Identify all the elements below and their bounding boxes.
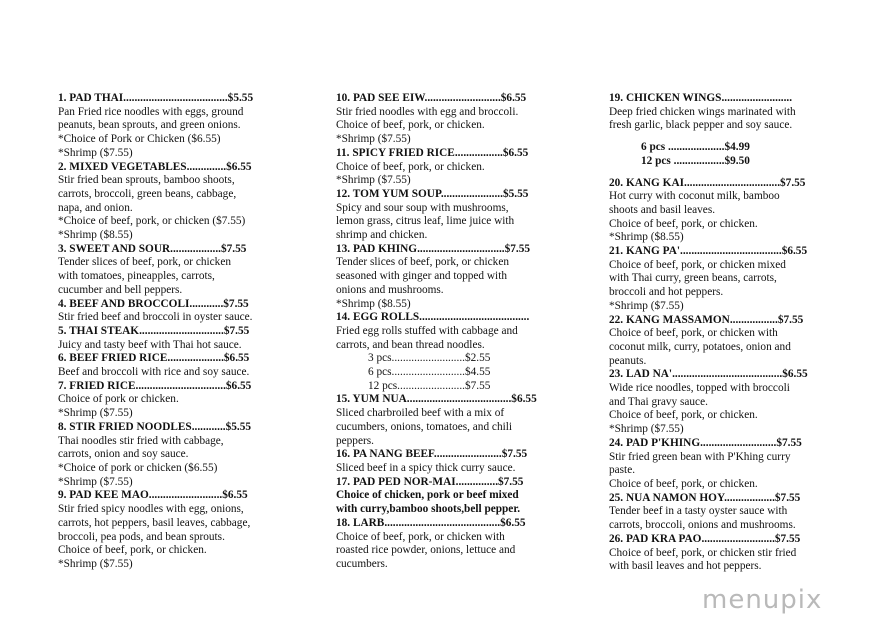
menu-item-description: 6 pcs..........................$4.55 [368, 366, 491, 379]
menu-item-title: 6. BEEF FRIED RICE....................$6.55 [58, 352, 250, 365]
menu-item-description: Fried egg rolls stuffed with cabbage and [336, 324, 518, 337]
menu-item-description: Juicy and tasty beef with Thai hot sauce. [58, 338, 242, 351]
menu-item-description: Choice of beef, pork, or chicken. [609, 409, 758, 422]
menu-item-description: Deep fried chicken wings marinated with [609, 105, 796, 118]
menu-item-description: carrots, broccoli, green beans, cabbage, [58, 187, 237, 200]
menu-item-description: broccoli, pea pods, and bean sprouts. [58, 530, 225, 543]
menu-item-description: shrimp and chicken. [336, 229, 428, 242]
menu-item-title: 9. PAD KEE MAO..........................$6.55 [58, 489, 248, 502]
menu-item-description: peanuts, bean sprouts, and green onions. [58, 119, 241, 132]
menu-column-3 [609, 92, 819, 574]
menu-column-1 [58, 92, 283, 572]
menu-item-description: 12 pcs........................$7.55 [368, 379, 491, 392]
menu-item-title: 23. LAD NA'.......................................$6.55 [609, 368, 808, 381]
menu-item-description: coconut milk, curry, potatoes, onion and [609, 340, 791, 353]
menu-item-description: *Shrimp ($7.55) [58, 407, 133, 420]
menu-item-description: Hot curry with coconut milk, bamboo [609, 190, 780, 203]
menu-item-description: carrots, hot peppers, basil leaves, cabbage, [58, 516, 251, 529]
menu-item-title: 12. TOM YUM SOUP......................$5.55 [336, 187, 529, 200]
menu-item-title: 21. KANG PA'....................................$6.55 [609, 245, 808, 258]
menu-item-description: Choice of beef, pork, or chicken stir fried [609, 546, 797, 559]
menu-item-description: *Choice of pork or chicken ($6.55) [58, 461, 218, 474]
menu-item-description: Stir fried green bean with P'Khing curry [609, 450, 791, 463]
menu-item-title: 11. SPICY FRIED RICE.................$6.55 [336, 146, 529, 159]
menu-item-description: Sliced beef in a spicy thick curry sauce. [336, 461, 516, 474]
menu-item-description: Wide rice noodles, topped with broccoli [609, 382, 790, 395]
menu-item-title: 18. LARB.........................................$6.55 [336, 516, 526, 529]
menu-item-description: Spicy and sour soup with mushrooms, [336, 201, 509, 214]
menu-item-description: cucumbers. [336, 557, 388, 570]
menu-item-description: *Shrimp ($8.55) [609, 231, 684, 244]
menu-item-description: Choice of pork or chicken. [58, 393, 179, 406]
menu-item-description: napa, and onion. [58, 201, 133, 214]
menu-item-description: *Choice of Pork or Chicken ($6.55) [58, 133, 221, 146]
menu-item-description: *Shrimp ($7.55) [336, 133, 411, 146]
menu-item-description: carrots, onion and soy sauce. [58, 448, 189, 461]
menu-item-description: 3 pcs..........................$2.55 [368, 352, 491, 365]
menu-column-2 [336, 92, 556, 572]
menu-item-description: shoots and basil leaves. [609, 203, 716, 216]
menu-item-description: seasoned with ginger and topped with [336, 270, 507, 283]
menu-item-title: 17. PAD PED NOR-MAI...............$7.55 [336, 475, 524, 488]
menu-item-description: Choice of beef, pork, or chicken. [336, 119, 485, 132]
menu-item-description: Stir fried spicy noodles with egg, onions, [58, 503, 244, 516]
menu-item-description: with tomatoes, pineapples, carrots, [58, 270, 215, 283]
menu-item-title: 19. CHICKEN WINGS......................... [609, 92, 793, 104]
menu-item-title: 4. BEEF AND BROCCOLI............$7.55 [58, 297, 249, 310]
menu-item-description: and Thai gravy sauce. [609, 395, 708, 408]
menu-item-title: 14. EGG ROLLS....................................... [336, 311, 530, 324]
spacer [609, 169, 819, 177]
menu-item-description: peanuts. [609, 354, 647, 367]
menu-item-description: *Shrimp ($7.55) [609, 299, 684, 312]
menu-item-title: 24. PAD P'KHING...........................$7.55 [609, 436, 802, 449]
menu-item-description: Pan Fried rice noodles with eggs, ground [58, 105, 244, 118]
menu-item-description: Thai noodles stir fried with cabbage, [58, 434, 224, 447]
menu-item-title: 12 pcs ..................$9.50 [641, 154, 750, 167]
menu-item-description: Choice of beef, pork, or chicken with [609, 327, 778, 340]
menu-item-description: Choice of beef, pork, or chicken. [609, 217, 758, 230]
menu-item-description: *Shrimp ($7.55) [609, 423, 684, 436]
menu-item-description: *Shrimp ($7.55) [58, 475, 133, 488]
menu-item-description: fresh garlic, black pepper and soy sauce. [609, 119, 793, 132]
menu-item-title: 16. PA NANG BEEF........................$7.55 [336, 448, 528, 461]
menu-item-description: broccoli and hot peppers. [609, 286, 724, 299]
menu-item-description: *Shrimp ($7.55) [336, 174, 411, 187]
menu-item-description: *Choice of beef, pork, or chicken ($7.55) [58, 215, 246, 228]
menu-item-title: 20. KANG KAI..................................$7.55 [609, 176, 806, 189]
menu-item-description: with basil leaves and hot peppers. [609, 560, 762, 573]
menu-item-description: Choice of chicken, pork or beef mixed [336, 489, 519, 502]
menu-item-title: 8. STIR FRIED NOODLES............$5.55 [58, 420, 252, 433]
menu-item-description: roasted rice powder, onions, lettuce and [336, 544, 516, 557]
menu-item-description: lemon grass, citrus leaf, lime juice with [336, 215, 515, 228]
menu-item-description: Choice of beef, pork, or chicken. [58, 544, 207, 557]
menu-item-title: 13. PAD KHING...............................$7.55 [336, 242, 531, 255]
menu-item-description: Stir fried bean sprouts, bamboo shoots, [58, 174, 235, 187]
menu-item-description: Tender beef in a tasty oyster sauce with [609, 505, 788, 518]
menu-item-description: Tender slices of beef, pork, or chicken [58, 256, 231, 269]
menu-item-description: paste. [609, 464, 636, 477]
menu-item-description: carrots, and bean thread noodles. [336, 338, 485, 351]
menu-item-description: Choice of beef, pork, or chicken. [336, 160, 485, 173]
spacer [609, 133, 819, 141]
menu-item-title: 25. NUA NAMON HOY..................$7.55 [609, 491, 801, 504]
menu-item-title: 10. PAD SEE EIW...........................$6.55 [336, 92, 527, 104]
menu-item-description: peppers. [336, 434, 374, 447]
menu-item-description: cucumbers, onions, tomatoes, and chili [336, 420, 513, 433]
menu-item-description: carrots, broccoli, onions and mushrooms. [609, 519, 796, 532]
menu-item-title: 22. KANG MASSAMON.................$7.55 [609, 313, 804, 326]
menu-item-description: Stir fried noodles with egg and broccoli. [336, 105, 519, 118]
menu-item-title: 1. PAD THAI.....................................$5.55 [58, 92, 254, 104]
menu-item-title: 15. YUM NUA.....................................$6.55 [336, 393, 537, 406]
menu-item-description: Sliced charbroiled beef with a mix of [336, 407, 505, 420]
menu-item-title: 5. THAI STEAK..............................$7.55 [58, 324, 250, 337]
menu-item-description: *Shrimp ($7.55) [58, 146, 133, 159]
menu-item-description: Tender slices of beef, pork, or chicken [336, 256, 509, 269]
menu-item-description: onions and mushrooms. [336, 283, 444, 296]
menu-item-title: 7. FRIED RICE................................$6.55 [58, 379, 252, 392]
menu-item-title: 6 pcs ....................$4.99 [641, 141, 750, 154]
menu-item-description: Stir fried beef and broccoli in oyster sauce. [58, 311, 253, 324]
menu-item-title: 26. PAD KRA PAO..........................$7.55 [609, 532, 801, 545]
menu-item-description: Choice of beef, pork, or chicken mixed [609, 258, 786, 271]
menu-item-description: cucumber and bell peppers. [58, 283, 183, 296]
menupix-watermark: menupix [702, 585, 823, 615]
menu-item-description: Choice of beef, pork, or chicken with [336, 530, 505, 543]
menu-item-title: 3. SWEET AND SOUR..................$7.55 [58, 242, 247, 255]
menu-item-description: *Shrimp ($7.55) [58, 557, 133, 570]
menu-item-description: Choice of beef, pork, or chicken. [609, 477, 758, 490]
menu-item-description: Beef and broccoli with rice and soy sauce. [58, 366, 250, 379]
menu-item-description: *Shrimp ($8.55) [58, 229, 133, 242]
menu-item-description: with curry,bamboo shoots,bell pepper. [336, 503, 521, 516]
menu-item-description: with Thai curry, green beans, carrots, [609, 272, 777, 285]
menu-item-title: 2. MIXED VEGETABLES..............$6.55 [58, 160, 252, 173]
menu-item-description: *Shrimp ($8.55) [336, 297, 411, 310]
